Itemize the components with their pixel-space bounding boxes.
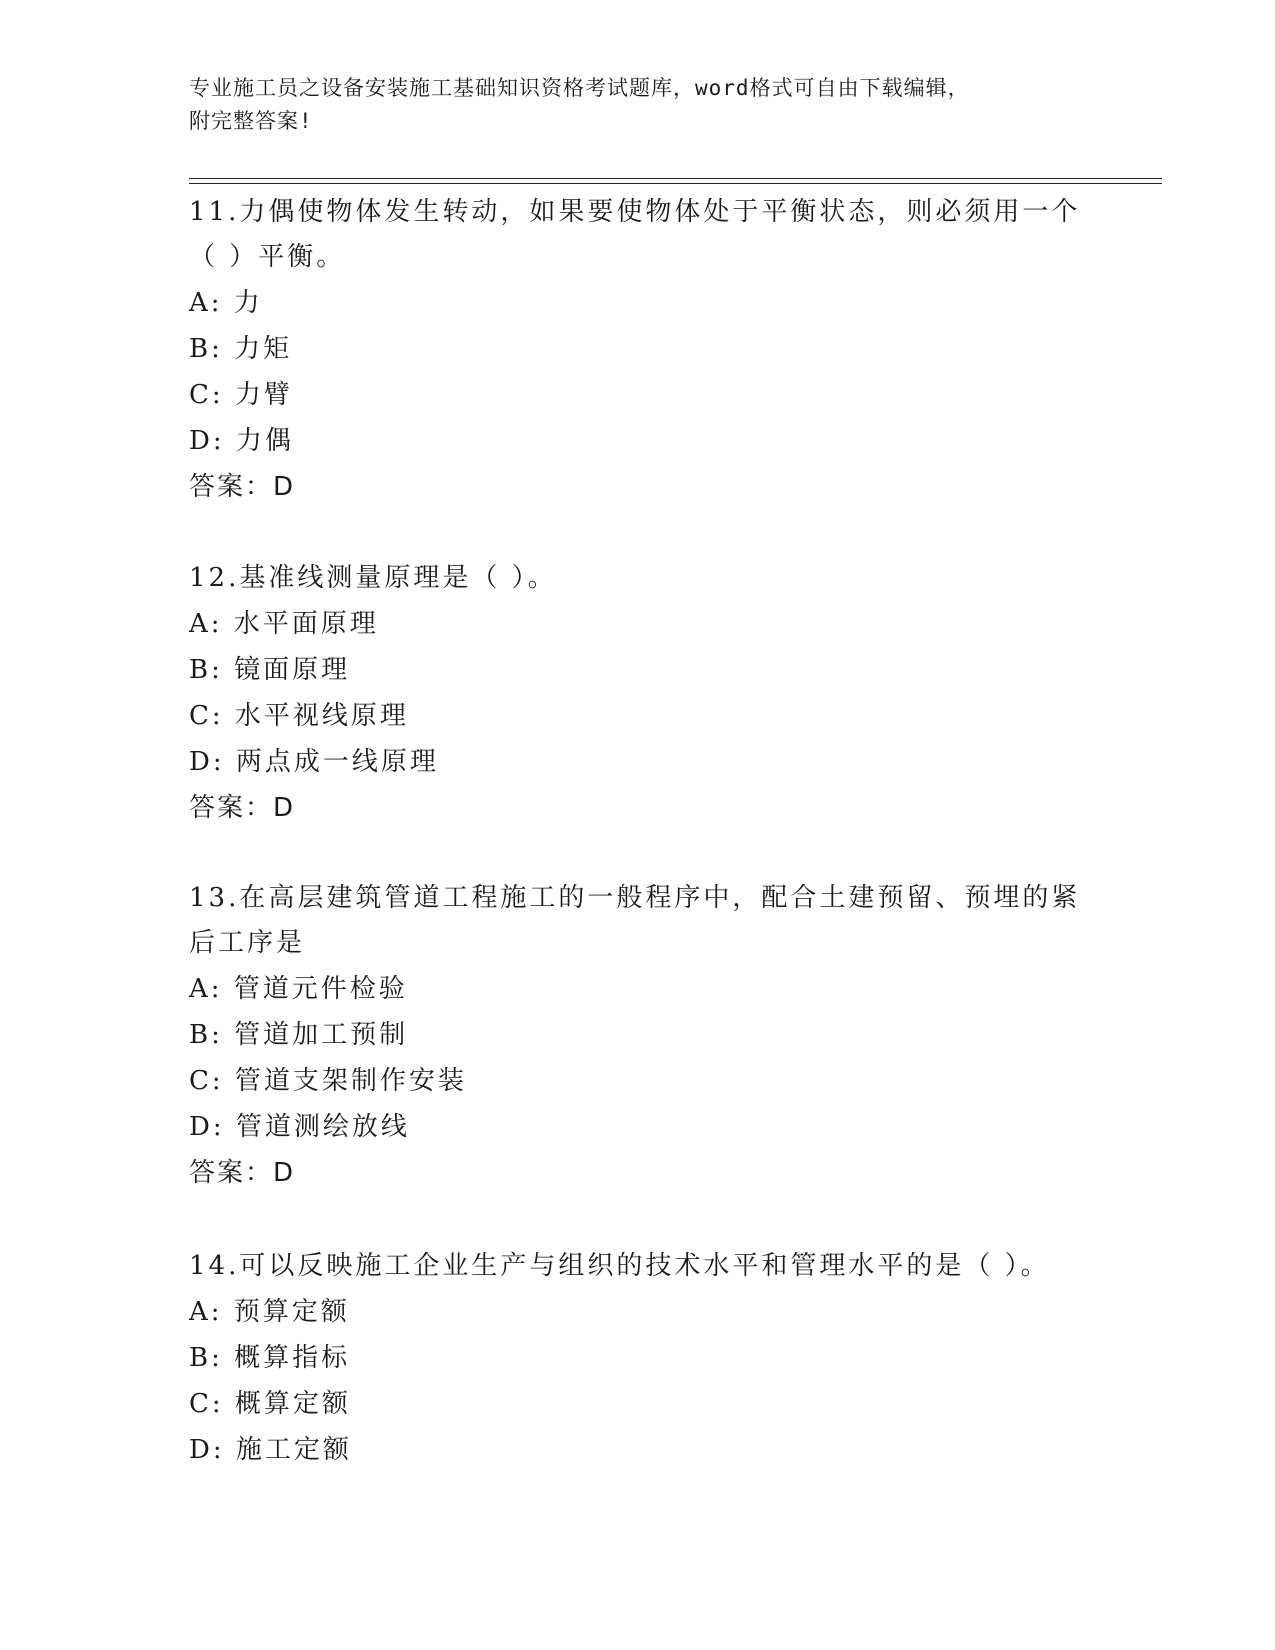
answer-line: 答案：D	[189, 472, 296, 502]
option-a: A: 预算定额	[189, 1297, 350, 1327]
option-d: D: 施工定额	[189, 1435, 352, 1465]
question-stem: 13.在高层建筑管道工程施工的一般程序中，配合土建预留、预埋的紧	[189, 883, 1081, 913]
header-line-2: 附完整答案!	[189, 109, 313, 133]
question-stem: 后工序是	[189, 928, 306, 958]
question-stem: 14.可以反映施工企业生产与组织的技术水平和管理水平的是（ ）。	[189, 1251, 1050, 1281]
option-a: A: 水平面原理	[189, 609, 379, 639]
question-stem: 11.力偶使物体发生转动，如果要使物体处于平衡状态，则必须用一个	[189, 197, 1081, 227]
option-b: B: 管道加工预制	[189, 1020, 409, 1050]
question-11	[189, 190, 1089, 510]
answer-line: 答案：D	[189, 1158, 296, 1188]
answer-line: 答案：D	[189, 793, 296, 823]
option-d: D: 两点成一线原理	[189, 747, 439, 777]
option-c: C: 力臂	[189, 380, 293, 410]
question-14	[189, 1244, 1089, 1473]
option-b: B: 镜面原理	[189, 655, 351, 685]
question-13	[189, 876, 1089, 1196]
option-a: A: 力	[189, 288, 263, 318]
option-a: A: 管道元件检验	[189, 974, 408, 1004]
question-12	[189, 556, 1089, 831]
option-c: C: 管道支架制作安装	[189, 1066, 467, 1096]
question-stem: （ ）平衡。	[189, 242, 346, 272]
document-header	[189, 72, 1089, 138]
option-c: C: 概算定额	[189, 1389, 351, 1419]
question-stem: 12.基准线测量原理是（ ）。	[189, 563, 557, 593]
option-c: C: 水平视线原理	[189, 701, 409, 731]
header-divider-top	[189, 178, 1162, 179]
option-b: B: 概算指标	[189, 1343, 351, 1373]
header-line-1: 专业施工员之设备安装施工基础知识资格考试题库，word格式可自由下载编辑，	[189, 76, 970, 100]
option-d: D: 管道测绘放线	[189, 1112, 410, 1142]
header-divider-bottom	[189, 183, 1162, 184]
option-b: B: 力矩	[189, 334, 293, 364]
option-d: D: 力偶	[189, 426, 294, 456]
